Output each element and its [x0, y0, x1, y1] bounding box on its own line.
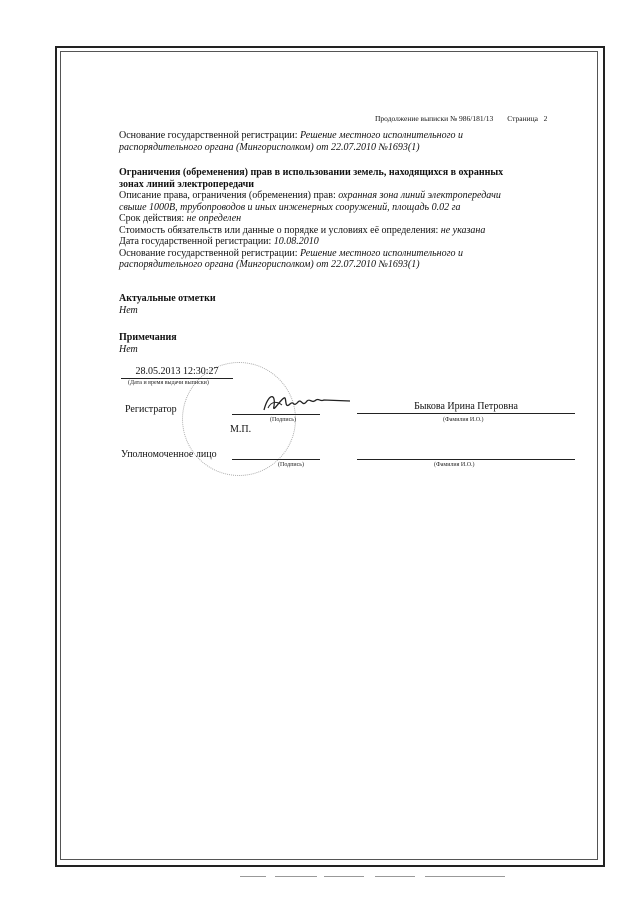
scan-artifact [375, 876, 415, 877]
page-header [375, 114, 547, 123]
basis-section [119, 130, 463, 153]
term-label: Срок действия: [119, 213, 187, 224]
reg-date-value: 10.08.2010 [273, 236, 319, 247]
authorized-name-line [357, 459, 575, 460]
page-number: 2 [543, 114, 548, 123]
description-value-2: свыше 1000В, трубопроводов и иных инженерных сооружений, площадь 0.02 га [119, 201, 461, 213]
issue-datetime: 28.05.2013 12:30:27 [121, 366, 233, 379]
scan-artifact [425, 876, 505, 877]
notes-title: Примечания [119, 332, 177, 343]
actual-marks-value: Нет [119, 304, 138, 316]
scan-artifact [240, 876, 266, 877]
restriction-title-2: зонах линий электропередачи [119, 178, 255, 190]
restriction-basis-1: Решение местного исполнительного и [300, 247, 464, 259]
page-label: Страница [507, 114, 538, 123]
cost-value: не указана [440, 224, 486, 236]
authorized-name-caption: (Фамилия И.О.) [434, 462, 475, 468]
description-value-1: охранная зона линий электропередачи [338, 190, 501, 201]
scan-artifact [275, 876, 317, 877]
restriction-section [119, 167, 503, 271]
registrar-name: Быкова Ирина Петровна [357, 401, 575, 414]
continuation-text: Продолжение выписки № 986/181/13 [375, 114, 494, 123]
basis-value-1: Решение местного исполнительного и [300, 130, 464, 141]
basis-value-2: распорядительного органа (Мингорисполком) от 22.07.2010 №1693(1) [119, 141, 420, 153]
scan-artifact [324, 876, 364, 877]
registrar-name-caption: (Фамилия И.О.) [443, 417, 484, 423]
notes-section [119, 332, 177, 355]
handwritten-signature [262, 390, 352, 416]
authorized-label: Уполномоченное лицо [121, 449, 217, 460]
authorized-signature-line [232, 459, 320, 460]
cost-label: Стоимость обязательств или данные о порядке и условиях её определения: [119, 224, 441, 236]
registrar-label: Регистратор [125, 404, 177, 415]
authorized-signature-caption: (Подпись) [278, 462, 305, 468]
term-value: не определен [186, 213, 242, 224]
actual-marks-title: Актуальные отметки [119, 293, 216, 304]
reg-date-label: Дата государственной регистрации: [119, 236, 274, 247]
registrar-signature-caption: (Подпись) [270, 417, 297, 423]
notes-value: Нет [119, 343, 138, 355]
restriction-basis-label: Основание государственной регистрации: [119, 247, 301, 259]
seal-label: М.П. [230, 424, 252, 435]
basis-label: Основание государственной регистрации: [119, 130, 301, 141]
restriction-basis-2: распорядительного органа (Мингорисполком) от 22.07.2010 №1693(1) [119, 259, 420, 270]
issue-caption: (Дата и время выдачи выписки) [128, 380, 209, 386]
description-label: Описание права, ограничения (обременения) прав: [119, 190, 339, 201]
restriction-title-1: Ограничения (обременения) прав в использовании земель, находящихся в охранных [119, 167, 504, 178]
actual-marks-section [119, 293, 216, 316]
